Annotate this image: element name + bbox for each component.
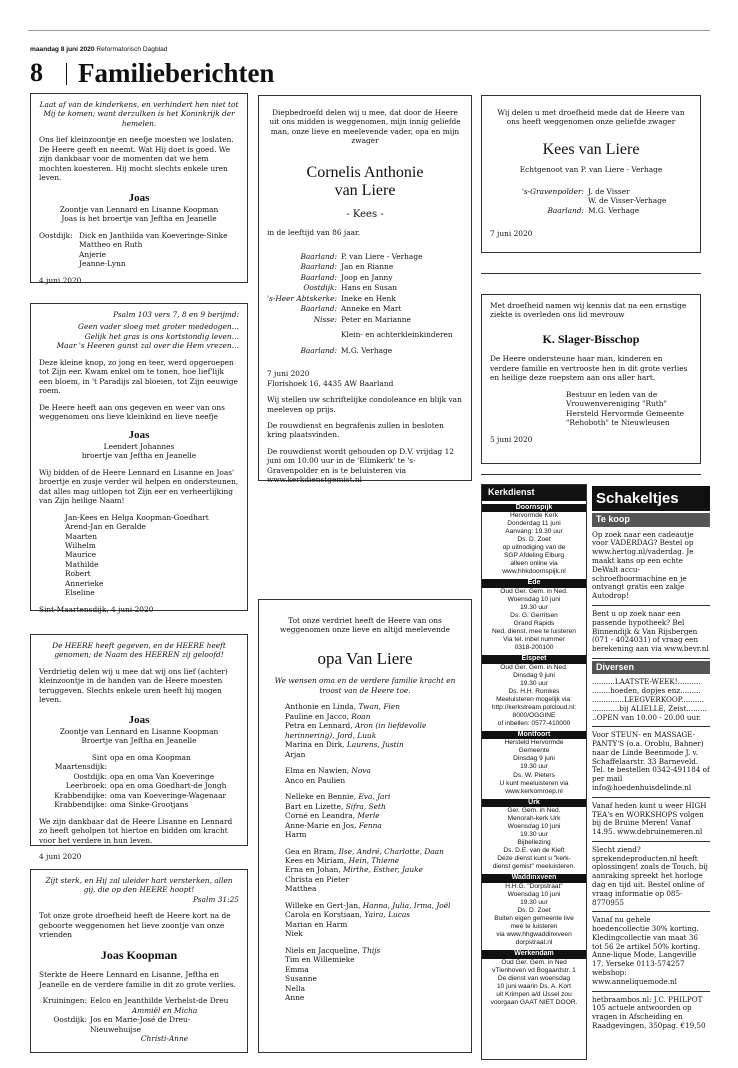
service-detail: Ds. D. Zoet xyxy=(517,907,551,915)
family-line: M.G. Verhage xyxy=(341,345,393,355)
notice-subtitle: We wensen oma en de verdere familie kracht en troost van de Heere toe. xyxy=(274,676,456,695)
family-line xyxy=(285,740,463,749)
service-detail: Ds. W. Pieters xyxy=(513,771,555,779)
family-line: Annerieke xyxy=(65,578,104,588)
place-label: 's-Heer Abtskerke: xyxy=(267,293,337,303)
family-line: W. de Visser-Verhage xyxy=(588,196,667,206)
section-title: Familieberichten xyxy=(78,58,275,88)
family-names: Matthea xyxy=(285,884,317,894)
service-place: Urk xyxy=(482,799,586,808)
grandchildren-names: Nova xyxy=(351,766,371,776)
service-detail: Hervormde Kerk xyxy=(509,512,558,520)
notice-text: Sterkte de Heere Lennard en Lisanne, Jeftha en Jeanelle en de verdere familie in dit zo grote verlies. xyxy=(39,970,236,989)
service-detail: Ds. D. Zoet xyxy=(517,536,551,544)
family-line: Joop en Janny xyxy=(341,272,393,282)
grandchildren-names: Roan xyxy=(351,711,371,721)
service-detail: Ds. D.E. van de Kieft xyxy=(503,847,565,855)
family-group xyxy=(285,792,463,839)
service-detail: Ds. G. Gerritsen xyxy=(510,611,558,619)
notice-text: De rouwdienst wordt gehouden op D.V. vrijdag 12 juni om 10.00 uur in de 'Elimkerk' te 's-Gravenpolder en is te beluisteren via www.kerkdienstgemist.nl xyxy=(267,446,454,485)
service-detail: 19.30 uur xyxy=(520,831,548,839)
family-line xyxy=(285,929,463,938)
family-line: opa en oma Van Koeveringe xyxy=(110,771,215,781)
brother-line: broertje van Jeftha en Jeanelle xyxy=(81,451,197,461)
page-meta xyxy=(30,46,167,54)
service-place: Ede xyxy=(482,579,586,588)
family-names: Carola en Korstiaan, xyxy=(285,910,365,920)
place-label: Leerbroek: xyxy=(65,781,107,791)
deceased-name: Joas xyxy=(128,713,150,726)
classified-ad: Vanaf nu gehele hoedencollectie 30% korting. Kledingcollectie van maat 36 tot 56 2e artikel 50% korting. Anne-lique Mode, Langeville 17, Yerseke 0113-574257 webshop: www.anneliquemode.nl xyxy=(592,912,710,991)
service-detail: Ds. H.H. Romkes xyxy=(508,687,560,695)
service-detail: De dienst van woensdag xyxy=(497,974,571,982)
family-line: Mattheo en Ruth xyxy=(79,240,143,250)
psalm-reference: Psalm 31:25 xyxy=(193,894,239,904)
verse-line: Gelijk het gras is ons kortstondig leven… xyxy=(84,331,239,341)
kerkdienst-list xyxy=(482,504,586,1007)
place-label: Kruiningen: xyxy=(42,996,87,1006)
brother-line: Broertje van Jeftha en Jeanelle xyxy=(81,736,197,746)
family-list xyxy=(39,996,239,1043)
nickname: - Kees - xyxy=(346,208,384,220)
classified-ad: Bent u op zoek naar een passende hypotheek? Bel Binnendijk & Van Rijsbergen (071 - 4024031) of vraag een berekening aan via www.bevr.nl xyxy=(592,606,710,659)
service-detail: Via tel. inbel nummer xyxy=(503,636,565,644)
top-rule xyxy=(28,30,710,31)
verse-line: Maar 's Heeren gunst zal over die Hem vrezen… xyxy=(56,341,239,351)
family-names: Arjan xyxy=(285,749,306,759)
service-detail: of inbellen: 0577-410000 xyxy=(497,719,571,727)
grandchildren-names: Mirthe, Esther, Jauke xyxy=(342,865,423,875)
signature-line: Hersteld Hervormde Gemeente xyxy=(566,408,685,418)
grandchildren-names: Ilse, André, Charlotte, Daan xyxy=(338,846,444,856)
family-names: Nelleke en Bennie, xyxy=(285,792,359,802)
grandchildren-names: Eva, Jari xyxy=(358,792,391,802)
ad-line: ............bij ALIELLE, Zeist......... xyxy=(592,703,707,713)
notice-intro: De HEERE heeft gegeven, en de HEERE heeft genomen; de Naam des HEEREN zij geloofd! xyxy=(52,641,226,660)
service-detail: mee te luisteren xyxy=(510,923,558,931)
family-line xyxy=(285,993,463,1002)
notice-date: 7 juni 2020 xyxy=(490,229,533,239)
notice-date: 4 juni 2020 xyxy=(39,852,82,862)
family-line: Klein- en achterkleinkinderen xyxy=(341,330,453,340)
notice-text: Verdrietig delen wij u mee dat wij ons lief (achter) kleinzoontje in de handen van de Heere moesten teruggeven. Slechts enkele uren heeft hij mogen leven. xyxy=(39,666,228,705)
classified-ad: Voor STEUN- en MASSAGE-PANTY'S (o.a. Oroblu, Bahner) naar de Linde Beenmode J. v. Schaffelaarstr. 33 Barneveld. Tel. te bestellen 0342-491184 of per mail info@hoedenhuisdelinde.nl xyxy=(592,727,710,797)
family-line: M.G. Verhage xyxy=(588,205,640,215)
spouse-line: Echtgenoot van P. van Liere - Verhage xyxy=(519,165,663,175)
family-names: Petra en Lennard, xyxy=(285,721,355,731)
schakeltjes-title: Schakeltjes xyxy=(592,486,710,511)
family-line xyxy=(285,750,463,759)
notice-date: 4 juni 2020 xyxy=(39,275,82,285)
family-line xyxy=(285,856,463,865)
page-number: 8 xyxy=(30,58,43,87)
service-detail: 10 juni waarin Ds. A. Kort xyxy=(496,982,572,990)
family-names: Emma xyxy=(285,964,309,974)
notice-text: Deze kleine knop, zo jong en teer, werd opgeroepen tot Zijn eer. Kwam enkel om te tonen, hoe lief'lijk een bloem, in 't Paradijs zal bloeien, tot Zijn eeuwige roem. xyxy=(39,357,238,396)
grandchildren-names: Hein, Thieme xyxy=(348,855,400,865)
service-detail: www.hhkdoornspijk.nl xyxy=(502,568,566,576)
service-detail: vTienhoven vd Bogaardstr. 1 xyxy=(492,966,576,974)
service-detail: op uitnodiging van de xyxy=(502,544,566,552)
place-label: Oostdijk: xyxy=(303,283,337,293)
notice-intro: Laat af van de kinderkens, en verhindert hen niet tot Mij te komen; want derzulken is het Koninkrijk der hemelen. xyxy=(39,100,239,128)
family-group xyxy=(285,847,463,894)
place-label xyxy=(490,196,584,205)
notice-text: De Heere heeft aan ons gegeven en weer van ons weggenomen ons lieve kleinkind en lieve neefje xyxy=(39,402,225,422)
family-line xyxy=(285,965,463,974)
issue-date: maandag 8 juni 2020 xyxy=(30,46,95,53)
family-line xyxy=(285,847,463,856)
signature-line: Vrouwenvereniging "Ruth" xyxy=(566,399,667,409)
family-line xyxy=(285,884,463,893)
deceased-name: Joas xyxy=(128,428,150,441)
signature-line: Bestuur en leden van de xyxy=(566,389,658,399)
notice-intro: Tot onze verdriet heeft de Heere van ons weggenomen onze lieve en altijd meelevende xyxy=(280,616,450,635)
family-line: opa en oma Goedhart-de Jongh xyxy=(110,781,227,791)
service-detail: uit Krimpen a/d IJssel zou xyxy=(496,990,572,998)
family-names: Erna en Johan, xyxy=(285,865,343,875)
grandchildren-names: Laurens, Justin xyxy=(346,740,404,750)
notice-intro: Zijt sterk, en Hij zal uleider hart versterken, allen gij, die op den HEERE hoopt! xyxy=(45,876,233,895)
family-line: Arend-Jan en Geralde xyxy=(65,522,146,532)
family-line xyxy=(285,776,463,785)
family-group xyxy=(285,946,463,1003)
deceased-name: Cornelis Anthonie xyxy=(306,163,424,181)
signature-line: "Rehoboth" te Nieuwleusen xyxy=(566,418,670,428)
service-detail: Gemeente xyxy=(518,747,550,755)
service-detail: Woensdag 10 juni xyxy=(507,595,561,603)
family-line xyxy=(285,802,463,811)
family-line xyxy=(285,865,463,874)
service-detail: Aanvang: 19.30 uur xyxy=(505,528,563,536)
family-line xyxy=(285,821,463,830)
service-place: Montfoort xyxy=(482,731,586,740)
ad-line: ..............LEEGVERKOOP.......... xyxy=(592,694,705,704)
place-label: Baarland: xyxy=(300,345,337,355)
classified-ad xyxy=(592,674,710,727)
parents-line: Zoontje van Lennard en Lisanne Koopman xyxy=(59,204,219,214)
family-line xyxy=(285,721,463,740)
service-detail: SGP Afdeling Elburg xyxy=(504,552,564,560)
family-line: Jan-Kees en Helga Koopman-Goedhart xyxy=(65,512,209,522)
place-label: 's-Gravenpolder: xyxy=(521,186,584,196)
deceased-name: Joas xyxy=(128,191,150,204)
family-names: Nella xyxy=(285,983,305,993)
service-detail: Oud Ger. Gem. in Ned. xyxy=(500,663,568,671)
notice-date: Sint-Maartensdijk, 4 juni 2020 xyxy=(39,604,154,614)
family-group xyxy=(285,702,463,759)
place-label: Baarland: xyxy=(300,251,337,261)
place-label: Oostdijk: xyxy=(53,1015,87,1025)
family-list xyxy=(490,187,692,215)
service-detail: Bijbellezing xyxy=(517,839,551,847)
family-line xyxy=(285,910,463,919)
family-line: Mathilde xyxy=(65,559,99,569)
family-names: Niek xyxy=(285,929,303,939)
family-line: Jos en Marie-José de Dreu-Nieuwehuijse xyxy=(90,1015,191,1034)
family-line: Elseline xyxy=(65,588,95,598)
family-list xyxy=(39,231,239,269)
deceased-name: Kees van Liere xyxy=(542,140,640,158)
family-line xyxy=(285,830,463,839)
place-label: Oostdijk: xyxy=(73,771,107,781)
deceased-name: opa Van Liere xyxy=(317,648,413,668)
te-koop-heading: Te koop xyxy=(592,513,710,527)
service-detail: 8000/OGGINE xyxy=(512,711,556,719)
family-names: Susanne xyxy=(285,974,317,984)
family-line: Ineke en Henk xyxy=(341,293,396,303)
family-names: Marina en Dirk, xyxy=(285,740,347,750)
full-name-line: Leendert Johannes xyxy=(103,441,175,451)
signature xyxy=(490,390,692,428)
family-line: Hans en Susan xyxy=(341,283,398,293)
family-line: Robert xyxy=(65,569,91,579)
family-names: Niels en Jacqueline, xyxy=(285,945,363,955)
diversen-heading: Diversen xyxy=(592,661,710,675)
family-line: Peter en Marianne xyxy=(341,314,411,324)
family-line: oma Sinke-Grootjans xyxy=(110,800,189,810)
place-label: Krabbendijke: xyxy=(54,800,107,810)
service-detail: Ned. dienst, mee te luisteren xyxy=(492,627,576,635)
service-detail: http://kerkstream.polcloud.nl: xyxy=(491,703,577,711)
service-detail: dorpstraat.nl xyxy=(515,939,553,947)
service-detail: Menorah-kerk Urk xyxy=(507,815,561,823)
notice-joas-1 xyxy=(30,93,248,283)
family-line: Dick en Janthilda van Koeveringe-Sinke xyxy=(79,230,228,240)
service-detail: Woensdag 10 juni xyxy=(507,823,561,831)
family-line xyxy=(285,946,463,955)
service-place: Waddinxveen xyxy=(482,874,586,883)
service-detail: Buiten eigen gemeente live xyxy=(494,915,574,923)
service-detail: H.H.G. "Dorpstraat" xyxy=(505,882,563,890)
service-detail: Donderdag 11 juni xyxy=(507,520,561,528)
grandchildren-names: Twan, Fien xyxy=(358,702,400,712)
notice-date: 5 juni 2020 xyxy=(490,434,533,444)
grandchildren-list xyxy=(267,702,463,1002)
notice-date: 7 juni 2020 xyxy=(267,369,310,379)
service-detail: Grand Rapids xyxy=(513,619,555,627)
kerkdienst-title: Kerkdienst xyxy=(482,485,586,501)
family-line xyxy=(285,792,463,801)
service-detail: Meeluisteren mogelijk via: xyxy=(496,695,572,703)
service-detail: 19.30 uur xyxy=(520,603,548,611)
service-detail: via www.hhgwaddinxveen xyxy=(496,931,572,939)
notice-intro: Wij delen u met droefheid mede dat de Heere van ons heeft weggenomen onze geliefde zwager xyxy=(497,108,685,127)
service-detail: 19.30 uur xyxy=(520,679,548,687)
family-group xyxy=(285,766,463,785)
family-line: Christi-Anne xyxy=(140,1033,189,1043)
family-line xyxy=(285,901,463,910)
family-line: P. van Liere - Verhage xyxy=(341,251,423,261)
notice-kees-van-liere xyxy=(481,95,701,253)
family-names: Anco en Paulien xyxy=(285,775,346,785)
family-names: Pauline en Jacco, xyxy=(285,711,352,721)
family-line: Ammiël en Micha xyxy=(131,1005,198,1015)
place-label: Baarland: xyxy=(300,262,337,272)
family-line xyxy=(285,920,463,929)
family-names: Anthonie en Linda, xyxy=(285,702,359,712)
grandchildren-names: Aron (in liefdevolle herinnering), Jord, Luuk xyxy=(285,721,427,740)
family-line xyxy=(285,702,463,711)
notice-text: Wij stellen uw schriftelijke condoleance en blijk van meeleven op prijs. xyxy=(267,395,462,414)
notice-text: We zijn dankbaar dat de Heere Lisanne en Lennard zo heeft geholpen tot hiertoe en bidden om kracht voor het verdere in hun leven. xyxy=(39,816,233,845)
schakeltjes-column xyxy=(592,486,710,1060)
verse-line: Geen vader sloeg met groter mededogen… xyxy=(78,322,239,332)
family-names: Bart en Lizette, xyxy=(285,801,346,811)
classified-ad: hetbraambos.nl: J.C. PHILPOT 105 actuele antwoorden op vragen in Afscheiding en Raadgevingen, 350pag. €19,50 xyxy=(592,994,706,1030)
notice-text: Ons lief kleinzoontje en neefje moesten we loslaten. De Heere geeft en neemt. Wat Hij doet is goed. We zijn dankbaar voor de momenten dat we hem mochten koesteren. Hij mocht slechts enkele uren leven. xyxy=(39,135,234,183)
family-names: Corné en Leandra, xyxy=(285,811,358,821)
notice-joas-koopman xyxy=(30,869,248,1053)
family-names: Willeke en Gert-Jan, xyxy=(285,900,363,910)
newspaper-name: Reformatorisch Dagblad xyxy=(96,46,168,53)
classified-ad: Slecht ziend? sprekendeproducten.nl heeft oplossingen! zoals de Touch, bij aanraking spreekt het horloge dag en tijd uit. Bestel online of vraag informatie op 085-8770955 xyxy=(592,842,710,912)
deceased-name: K. Slager-Bisschop xyxy=(542,331,640,346)
header-divider xyxy=(66,63,67,85)
family-line: Maarten xyxy=(65,531,98,541)
notice-text: De rouwdienst en begrafenis zullen in besloten kring plaatsvinden. xyxy=(267,421,444,440)
classified-ad: Op zoek naar een cadeautje voor VADERDAG? Bestel op www.hertog.nl/vaderdag. Je maakt kans op een echte DeWalt accu-schroefboormachine en je ontvangt gratis een zakje Autodrop! xyxy=(592,527,710,606)
psalm-reference: Psalm 103 vers 7, 8 en 9 berijmd: xyxy=(113,310,239,319)
age-line: in de leeftijd van 86 jaar. xyxy=(267,228,361,238)
grandchildren-names: Hanna, Julia, Irma, Joël xyxy=(362,900,451,910)
place-label: Baarland: xyxy=(300,304,337,314)
service-detail: dienst gemist" meeluisteren. xyxy=(492,863,576,871)
family-line: Jeanne-Lynn xyxy=(79,259,126,269)
notice-slager-bisschop xyxy=(481,294,701,464)
grandchildren-names: Thijs xyxy=(362,945,381,955)
family-group xyxy=(285,901,463,939)
family-line xyxy=(285,712,463,721)
place-label: Nisse: xyxy=(313,314,337,324)
ad-line: ........hoeden, dopjes enz......... xyxy=(592,686,701,696)
family-names: Marian en Harm xyxy=(285,919,348,929)
family-line: Maurice xyxy=(65,550,97,560)
service-place: Werkendam xyxy=(482,950,586,959)
family-line: Anneke en Mart xyxy=(341,304,402,314)
family-list xyxy=(267,252,463,355)
service-detail: voorgaan GAAT NIET DOOR. xyxy=(490,998,578,1006)
service-detail: 0318-200100 xyxy=(514,644,554,652)
service-detail: Woensdag 10 juni xyxy=(507,890,561,898)
place-label: Baarland: xyxy=(300,272,337,282)
service-detail: U kunt meeluisteren via xyxy=(499,779,569,787)
divider xyxy=(481,474,701,475)
place-label: Baarland: xyxy=(547,205,584,215)
kerkdienst-column xyxy=(481,484,587,1060)
family-names: Elma en Nawien, xyxy=(285,766,352,776)
service-detail: Dinsdag 9 juni xyxy=(513,755,555,763)
family-line xyxy=(285,875,463,884)
notice-joas-3 xyxy=(30,634,248,862)
deceased-surname: van Liere xyxy=(334,182,396,200)
family-line xyxy=(285,984,463,993)
grandchildren-names: Fenna xyxy=(358,820,382,830)
place-label: Sint Maartensdijk: xyxy=(54,752,107,772)
family-line: oma van Koeveringe-Wagenaar xyxy=(110,790,227,800)
service-place: Elspeet xyxy=(482,655,586,664)
address: Florishoek 16, 4435 AW Baarland xyxy=(267,378,394,388)
family-names: Christa en Pieter xyxy=(285,874,349,884)
notice-intro: Met droefheid namen wij kennis dat na een ernstige ziekte is overleden ons lid mevrouw xyxy=(490,301,687,320)
grandchildren-names: Sifra, Seth xyxy=(345,801,386,811)
notice-joas-2 xyxy=(30,303,248,614)
family-line xyxy=(285,811,463,820)
service-detail: alleen online via xyxy=(510,560,558,568)
notice-intro: Diepbedroefd delen wij u mee, dat door de Heere uit ons midden is weggenomen, mijn innig geliefde man, onze lieve en meelevende vader, opa en mijn zwager xyxy=(269,108,461,146)
parents-line: Zoontje van Lennard en Lisanne Koopman xyxy=(59,726,219,736)
family-names: Tim en Willemieke xyxy=(285,955,355,965)
ad-line: ..........LAATSTE-WEEK!.......... xyxy=(592,677,701,687)
service-place: Doornspijk xyxy=(482,504,586,513)
notice-text: Wij bidden of de Heere Lennard en Lisanne en Joas' broertje en zusje verder wil helpen en ondersteunen, dat alles mag uitlopen tot Zijn eer en verheerlijking van Zijn heilige Naam! xyxy=(39,467,239,506)
service-detail: Ger. Gem. in Ned. xyxy=(507,807,561,815)
notice-opa-van-liere xyxy=(258,599,472,1053)
classified-ad: Vanaf heden kunt u weer HIGH TEA's en WORKSHOPS volgen bij de Bruine Meren! Vanaf 14.95. www.debruinemeren.nl xyxy=(592,798,710,842)
family-line xyxy=(285,955,463,964)
family-names: Anne-Marie en Jos, xyxy=(285,820,359,830)
notice-cornelis-van-liere xyxy=(258,95,472,485)
family-names: Anne xyxy=(285,993,305,1003)
family-line: J. de Visser xyxy=(588,186,630,196)
service-detail: 19.30 uur xyxy=(520,898,548,906)
place-label: Krabbendijke: xyxy=(54,790,107,800)
family-line: Wilhelm xyxy=(65,540,96,550)
service-detail: 19.30 uur xyxy=(520,763,548,771)
notice-text: Tot onze grote droefheid heeft de Heere kort na de geboorte weggenomen het lieve zoontje van onze vrienden xyxy=(39,911,231,940)
family-list xyxy=(39,513,239,598)
family-line xyxy=(285,766,463,775)
family-line: Jan en Rianne xyxy=(341,262,394,272)
grandchildren-names: Yaira, Lucas xyxy=(364,910,411,920)
service-detail: Deze dienst kunt u "kerk- xyxy=(497,855,571,863)
place-label: Oostdijk: xyxy=(39,230,73,240)
ad-line: ..OPEN van 10.00 - 20.00 uur. xyxy=(592,712,702,722)
service-detail: Oud Ger. Gem. in Ned. xyxy=(500,587,568,595)
service-detail: Oud Ger. Gem. in Ned xyxy=(501,958,567,966)
family-line: Anjerie xyxy=(79,249,107,259)
service-detail: Dinsdag 9 juni xyxy=(513,671,555,679)
family-line: opa en oma Koopman xyxy=(110,752,191,762)
family-line xyxy=(285,974,463,983)
deceased-name: Joas Koopman xyxy=(100,947,178,962)
notice-text: De Heere ondersteune haar man, kinderen en verdere familie en vertrooste hen in dit grote verlies en heilige deze roepstem aan ons aller hart. xyxy=(490,354,688,383)
divider xyxy=(481,273,701,274)
service-detail: Hersteld Hervormde xyxy=(504,739,564,747)
family-list xyxy=(39,753,239,810)
family-names: Harm xyxy=(285,830,307,840)
family-line: Eelco en Jeanthilde Verhelst-de Dreu xyxy=(90,996,229,1006)
family-names: Gea en Bram, xyxy=(285,846,339,856)
brother-line: Joas is het broertje van Jeftha en Jeanelle xyxy=(61,214,217,224)
service-detail: www.kerkomroep.nl xyxy=(505,787,563,795)
family-names: Kees en Miriam, xyxy=(285,855,349,865)
grandchildren-names: Merle xyxy=(357,811,380,821)
